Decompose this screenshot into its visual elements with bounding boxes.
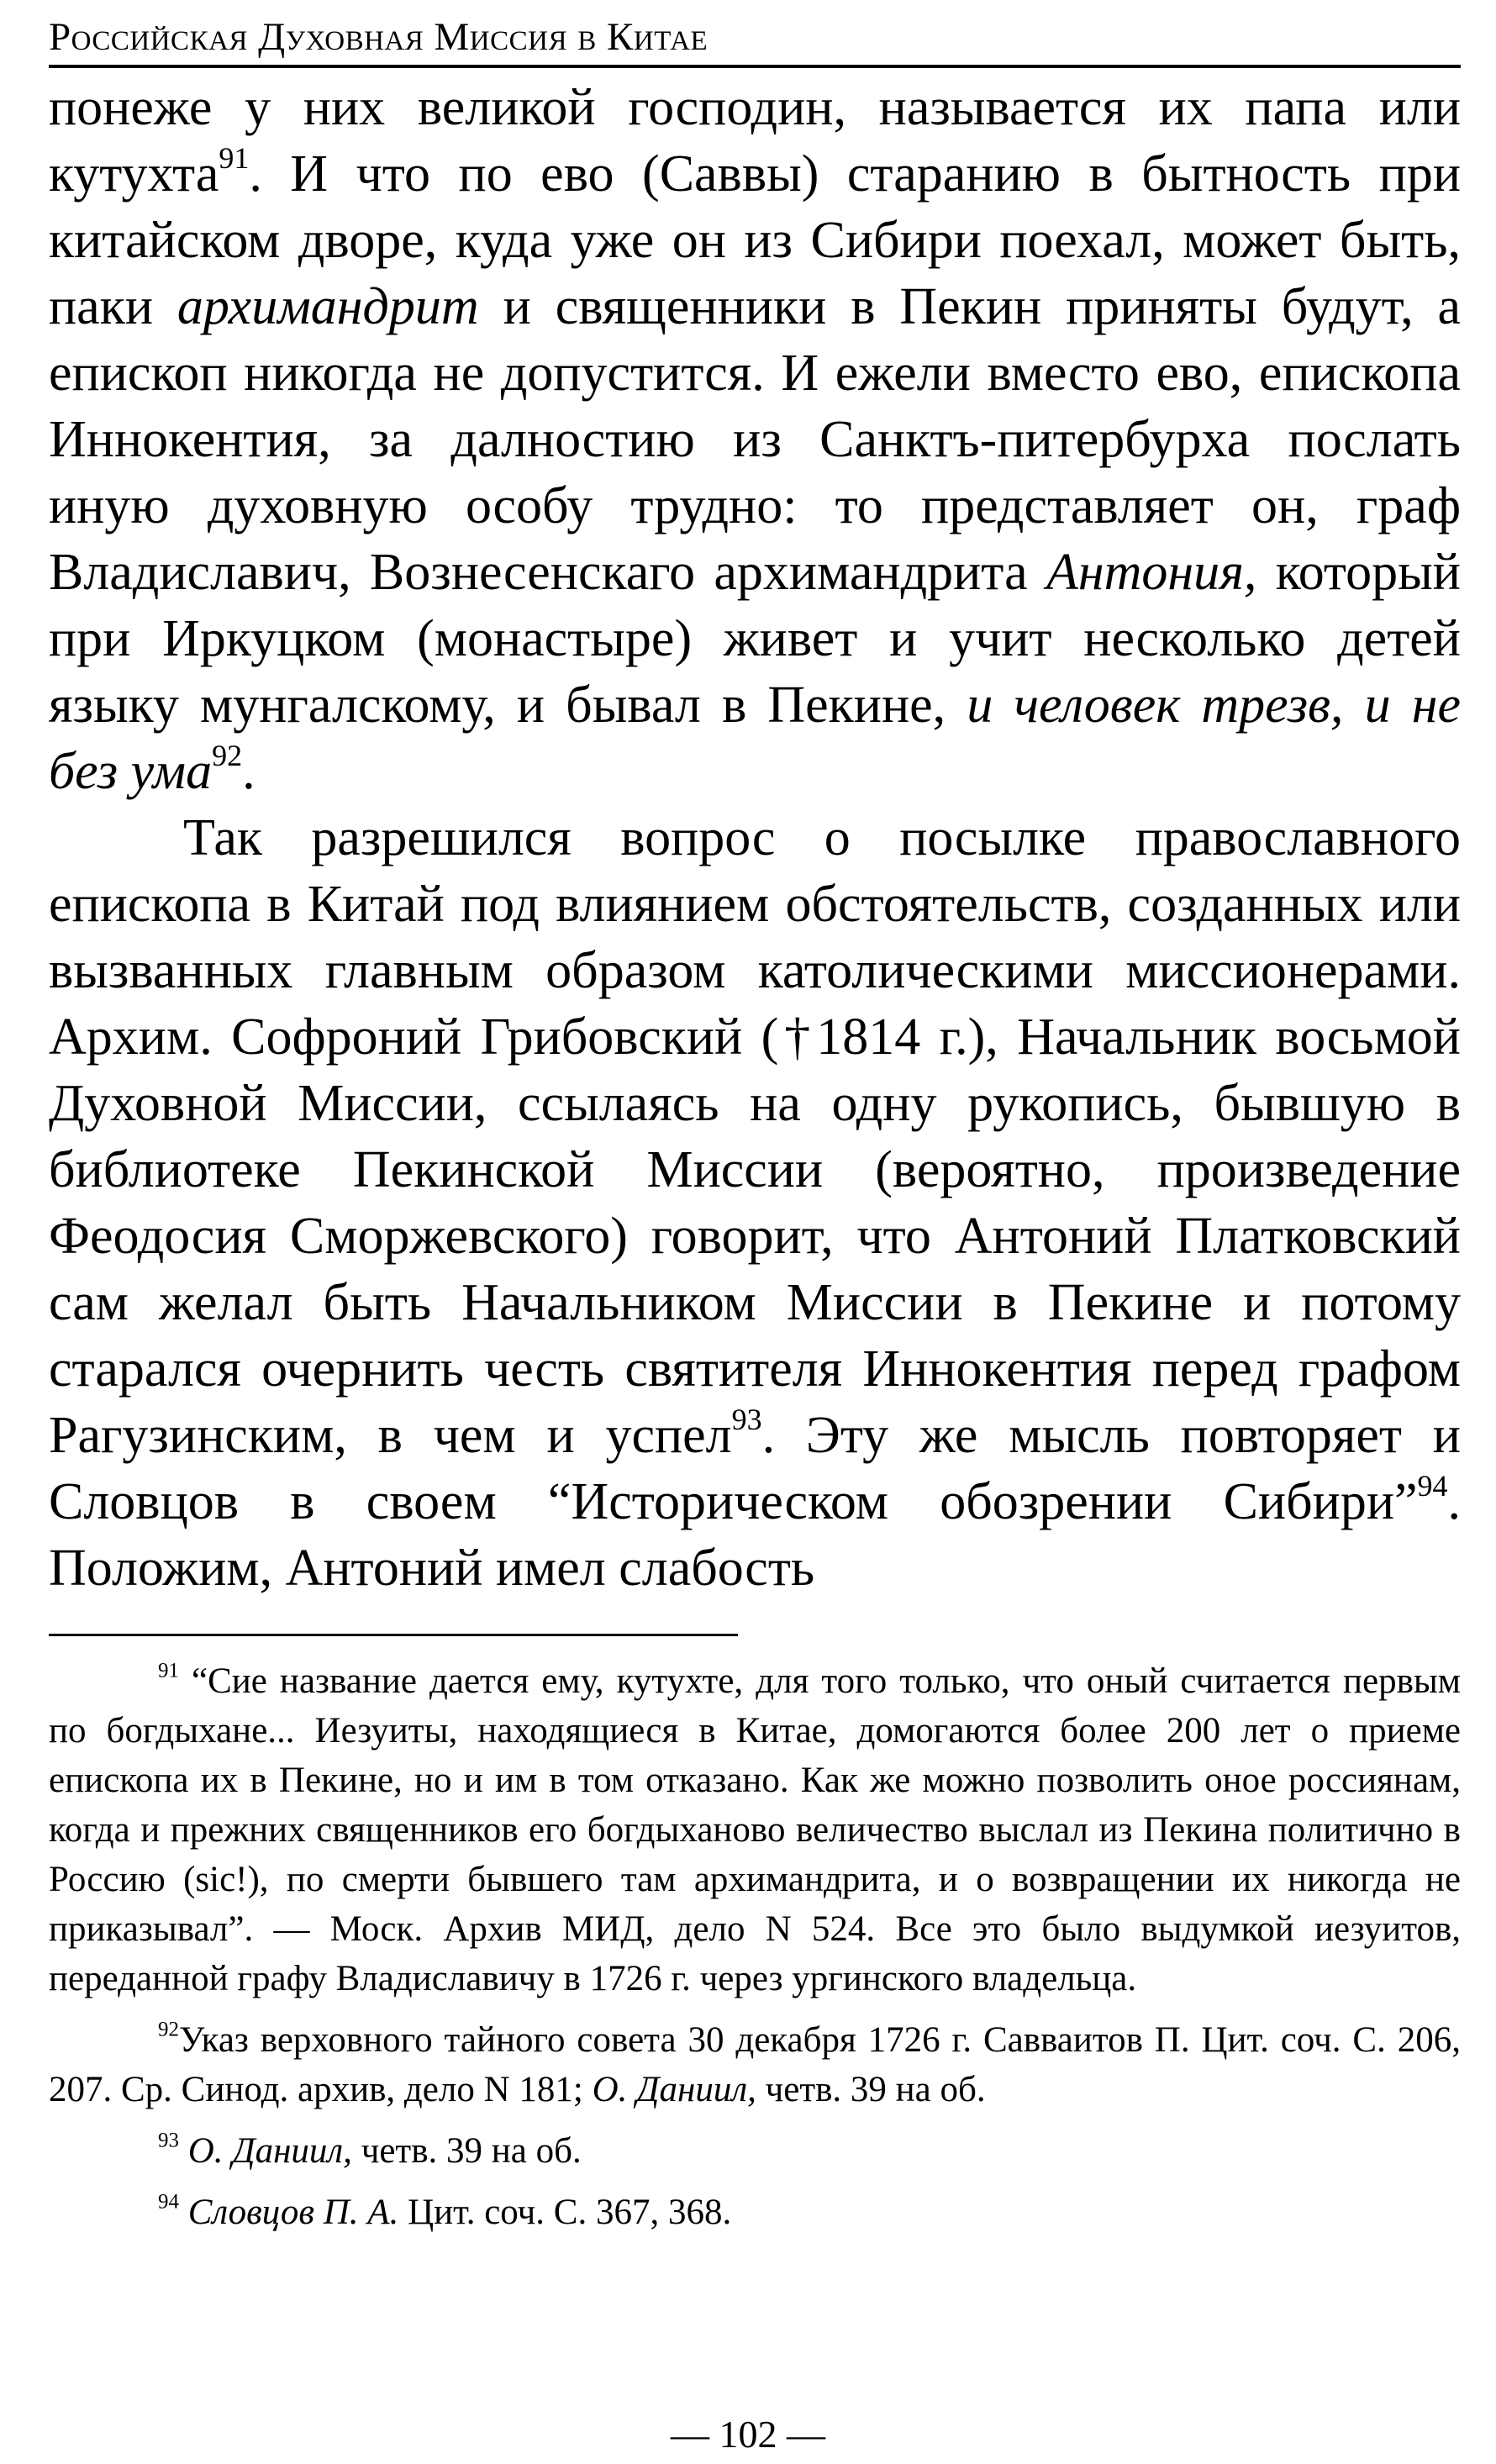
text-run: . Эту же мысль повторяет и Словцов в своем “Историческом обозрении Сибири” [49,1407,1461,1531]
paragraph-1 [49,75,1461,805]
text-run [179,2131,188,2171]
text-run [179,2193,188,2232]
footnote-marker: 94 [1417,1469,1448,1503]
book-page [49,17,1461,2249]
text-run: . [242,743,255,801]
text-run: Так разрешился вопрос о посылке православного епископа в Китай под влиянием обстоятельств, созданных или вызванных главным образом католическими миссионерами. Архим. Софроний Грибовский (†1814 г.), Начальник восьмой Духовной Миссии, ссылаясь на одну рукопись, бывшую в библиотеке Пекинской Миссии (вероятно, произведение Феодосия Сморжевского) говорит, что Антоний Платковский сам желал быть Начальником Миссии в Пекине и потому старался очернить честь святителя Иннокентия перед графом Рагузинским, в чем и успел [49,809,1461,1465]
paragraph-2 [49,805,1461,1602]
text-run: четв. 39 на об. [351,2131,582,2172]
footnote-separator [49,1634,738,1636]
main-text [49,75,1461,1602]
italic-text: Антония, [1046,544,1257,602]
footnote-marker: 92 [158,2018,179,2041]
footnote-93 [49,2126,1461,2176]
italic-text: О. Даниил, [592,2070,756,2110]
footnote-marker: 91 [158,1659,179,1682]
text-run: четв. 39 на об. [756,2070,986,2110]
footnote-92 [49,2015,1461,2114]
text-run: . И что по ево (Саввы) старанию в бытность при китайском дворе, куда уже он из Сибири поехал, может быть, паки [49,145,1461,336]
footnote-marker: 93 [158,2129,179,2152]
footnote-marker: 94 [158,2190,179,2214]
italic-text: и человек трезв, и не без ума [49,677,1461,801]
text-run: понеже у них великой господин, называется их папа или кутухта [49,79,1461,203]
footnote-94 [49,2188,1461,2237]
page-number: — 102 — [671,2413,825,2456]
text-run: . Положим, Антоний имел слабость [49,1473,1461,1598]
footnote-marker: 91 [219,141,250,176]
footnote-91 [49,1656,1461,2003]
italic-text: Словцов П. А. [187,2193,399,2233]
footnotes [49,1656,1461,2237]
footnote-marker: 92 [212,739,243,773]
text-run: “Сие название дается ему, кутухте, для того только, что оный считается первым по богдыхане... Иезуиты, находящиеся в Китае, домогаются более 200 лет о приеме епископа их в Пекине, но и им в том отказано. Как же можно позволить оное россиянам, когда и прежних священников его богдыханово величество выслал из Пекина политично в Россию (sic!), по смерти бывшего там архимандрита, и о возвращении их никогда не приказывал”. — Моск. Архив МИД, дело N 524. Все это было выдумкой иезуитов, переданной графу Владиславичу в 1726 г. через ургинского владельца. [49,1661,1461,1999]
text-run: который при Иркуцком (монастыре) живет и учит несколько детей языку мунгалскому, и бывал в Пекине, [49,544,1461,734]
footnote-marker: 93 [731,1403,762,1437]
italic-text: О. Даниил, [187,2131,352,2172]
italic-text: архимандрит [176,278,479,336]
text-run: Цит. соч. С. 367, 368. [398,2193,732,2233]
text-run: Указ верховного тайного совета 30 декабря 1726 г. Савваитов П. Цит. соч. С. 206, 207. Ср. Синод. архив, дело N 181; [49,2020,1461,2110]
running-head: Российская Духовная Миссия в Китае [49,17,1461,68]
text-run: и священники в Пекин приняты будут, а епископ никогда не допустится. И ежели вместо ево, епископа Иннокентия, за далностию из Санктъ-питербурха послать иную духовную особу трудно: то представляет он, граф Владиславич, Вознесенскаго архимандрита [49,278,1462,602]
